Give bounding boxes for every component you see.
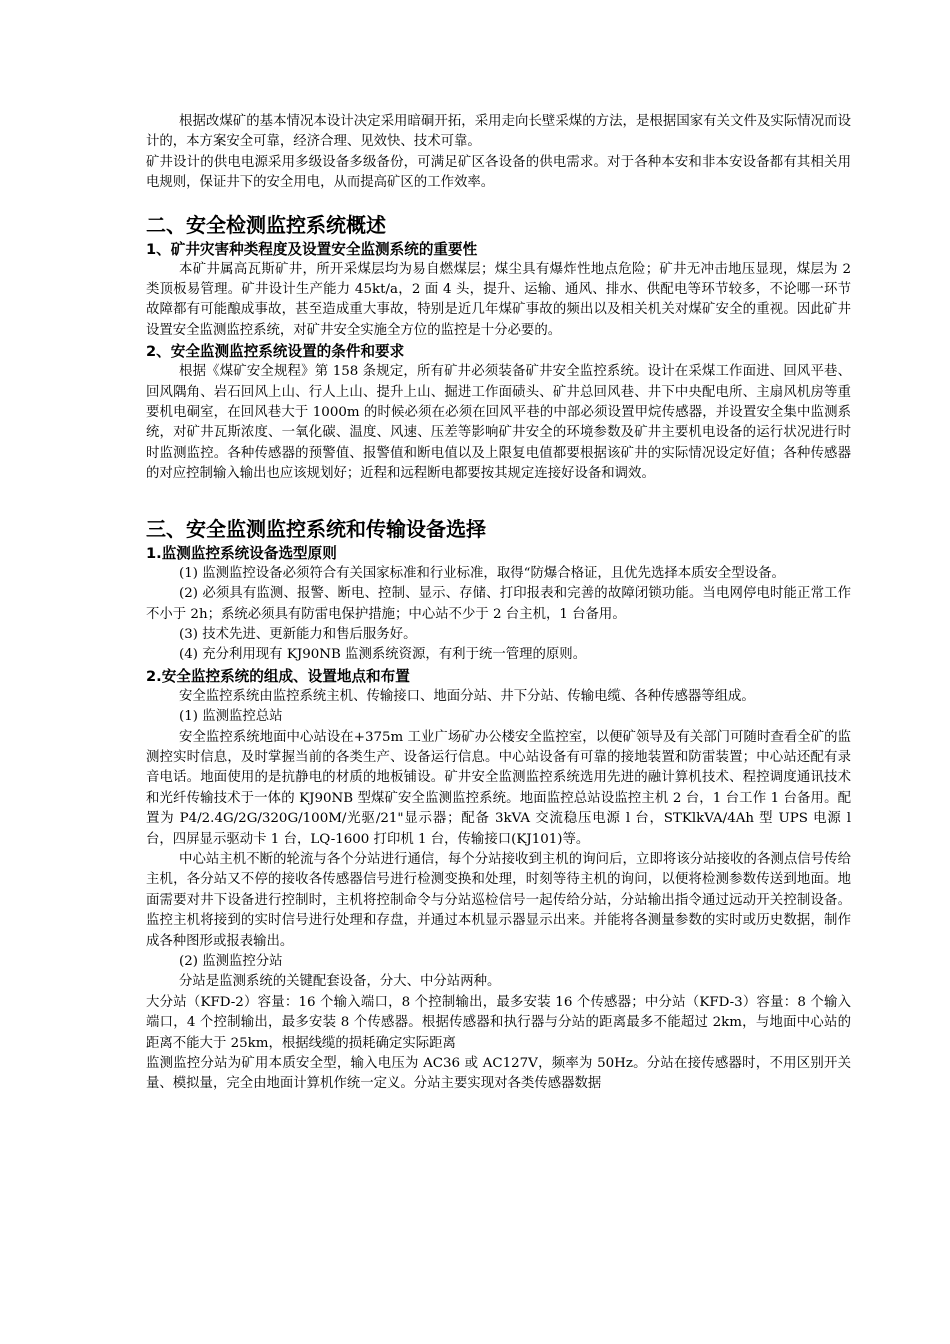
principle-item-1: (1) 监测监控设备必须符合有关国家标准和行业标准，取得“防爆合格证，且优先选择本质安全型设备。 — [179, 565, 785, 581]
intro-paragraph-2: 矿井设计的供电电源采用多级设备多级备份，可满足矿区各设备的供电需求。对于各种本安和非本安设备都有其相关用电规则，保证井下的安全用电，从而提高矿区的工作效率。 — [146, 154, 851, 191]
section3-sub2-heading: 2.安全监控系统的组成、设置地点和布置 — [146, 667, 410, 685]
substation-paragraph-1: 分站是监测系统的关键配套设备，分大、中分站两种。 — [179, 974, 501, 990]
document-page — [146, 112, 851, 1095]
section2-sub2-heading: 2、安全监测监控系统设置的条件和要求 — [146, 343, 405, 361]
central-station-paragraph-1: 安全监控系统地面中心站设在+375m 工业广场矿办公楼安全监控室，以便矿领导及有关部门可随时查看全矿的监测控实时信息，及时掌握当前的各类生产、设备运行信息。中心站设备有可靠的接地装置和防雷装置；中心站还配有录音电话。地面使用的是抗静电的材质的地板铺设。矿井安全监测监控系统选用先进的融计算机技术、程控调度通讯技术和光纤传输技术于一体的 KJ90NB 型煤矿安全监测监控系统。地面监控总站设监控主机 2 台，1 台工作 1 台备用。配置为 P4/2.4G/2G/320G/100M/光驱/21"显示器；配备 3kVA 交流稳压电源 l 台，STKlkVA/4Ah 型 UPS 电源 l 台，四屏显示驱动卡 1 台，LQ-1600 打印机 1 台，传输接口(KJ101)等。 — [146, 729, 851, 847]
section2-heading: 二、安全检测监控系统概述 — [146, 212, 386, 237]
substation-paragraph-2: 大分站（KFD-2）容量：16 个输入端口，8 个控制输出，最多安装 16 个传感器；中分站（KFD-3）容量：8 个输入端口，4 个控制输出，最多安装 8 个传感器。根据传感器和执行器与分站的距离最多不能超过 2km，与地面中心站的距离不能大于 25km，根据线缆的损耗确定实际距离 — [146, 994, 851, 1051]
central-station-paragraph-2: 中心站主机不断的轮流与各个分站进行通信，每个分站接收到主机的询问后，立即将该分站接收的各测点信号传给主机，各分站又不停的接收各传感器信号进行检测变换和处理，时刻等待主机的询问，以便将检测参数传送到地面。地面需要对井下设备进行控制时，主机将控制命令与分站巡检信号一起传给分站，分站输出指令通过远动开关控制设备。监控主机将接到的实时信号进行处理和存盘，并通过本机显示器显示出来。并能将各测量参数的实时或历史数据，制作成各种图形或报表输出。 — [146, 851, 851, 949]
section3-heading: 三、安全监测监控系统和传输设备选择 — [146, 516, 486, 541]
principle-item-2: (2) 必须具有监测、报警、断电、控制、显示、存储、打印报表和完善的故障闭锁功能。当电网停电时能正常工作不小于 2h；系统必须具有防雷电保护措施；中心站不少于 2 台主机，1 台备用。 — [146, 586, 851, 622]
section2-sub2-paragraph: 根据《煤矿安全规程》第 158 条规定，所有矿井必须装备矿井安全监控系统。设计在采煤工作面进、回风平巷、回风隅角、岩石回风上山、行人上山、提升上山、掘进工作面碛头、矿井总回风巷、井下中央配电所、主扇风机房等重要机电硐室，在回风巷大于 1000m 的时候必须在必须在回风平巷的中部必须设置甲烷传感器，并设置安全集中监测系统，对矿井瓦斯浓度、一氧化碳、温度、风速、压差等影响矿井安全的环境参数及矿井主要机电设备的运行状况进行时时监测监控。各种传感器的预警值、报警值和断电值以及上限复电值都要根据该矿井的实际情况设定好值；各种传感器的对应控制输入输出也应该规划好；近程和远程断电都要按其规定连接好设备和调效。 — [146, 364, 851, 482]
section2-sub1-heading: 1、矿井灾害种类程度及设置安全监测系统的重要性 — [146, 240, 478, 258]
section3-sub1-heading: 1.监测监控系统设备选型原则 — [146, 544, 337, 562]
section2-sub1-paragraph: 本矿井属高瓦斯矿井，所开采煤层均为易自燃煤层；煤尘具有爆炸性地点危险；矿井无冲击地压显现，煤层为 2 类顶板易管理。矿井设计生产能力 45kt/a，2 面 4 头，提升、运输、通风、排水、供配电等环节较多，不论哪一环节故障都有可能酿成事故，甚至造成重大事故，特别是近几年煤矿事故的频出以及相关机关对煤矿安全的重视。因此矿井设置安全监测监控系统，对矿井安全实施全方位的监控是十分必要的。 — [146, 261, 851, 338]
central-station-subheading: (1) 监测监控总站 — [179, 709, 283, 725]
substation-paragraph-3: 监测监控分站为矿用本质安全型，输入电压为 AC36 或 AC127V，频率为 50Hz。分站在接传感器时，不用区别开关量、模拟量，完全由地面计算机作统一定义。分站主要实现对各类传感器数据 — [146, 1056, 851, 1092]
substation-subheading: (2) 监测监控分站 — [179, 954, 283, 969]
principle-item-3: (3) 技术先进、更新能力和售后服务好。 — [179, 626, 417, 642]
principle-item-4: (4) 充分利用现有 KJ90NB 监测系统资源，有利于统一管理的原则。 — [179, 647, 587, 663]
intro-paragraph-1: 根据改煤矿的基本情况本设计决定采用暗硐开拓，采用走向长壁采煤的方法，是根据国家有关文件及实际情况而设计的，本方案安全可靠，经济合理、见效快、技术可靠。 — [146, 114, 851, 150]
system-composition-paragraph: 安全监控系统由监控系统主机、传输接口、地面分站、井下分站、传输电缆、各种传感器等组成。 — [179, 688, 755, 704]
